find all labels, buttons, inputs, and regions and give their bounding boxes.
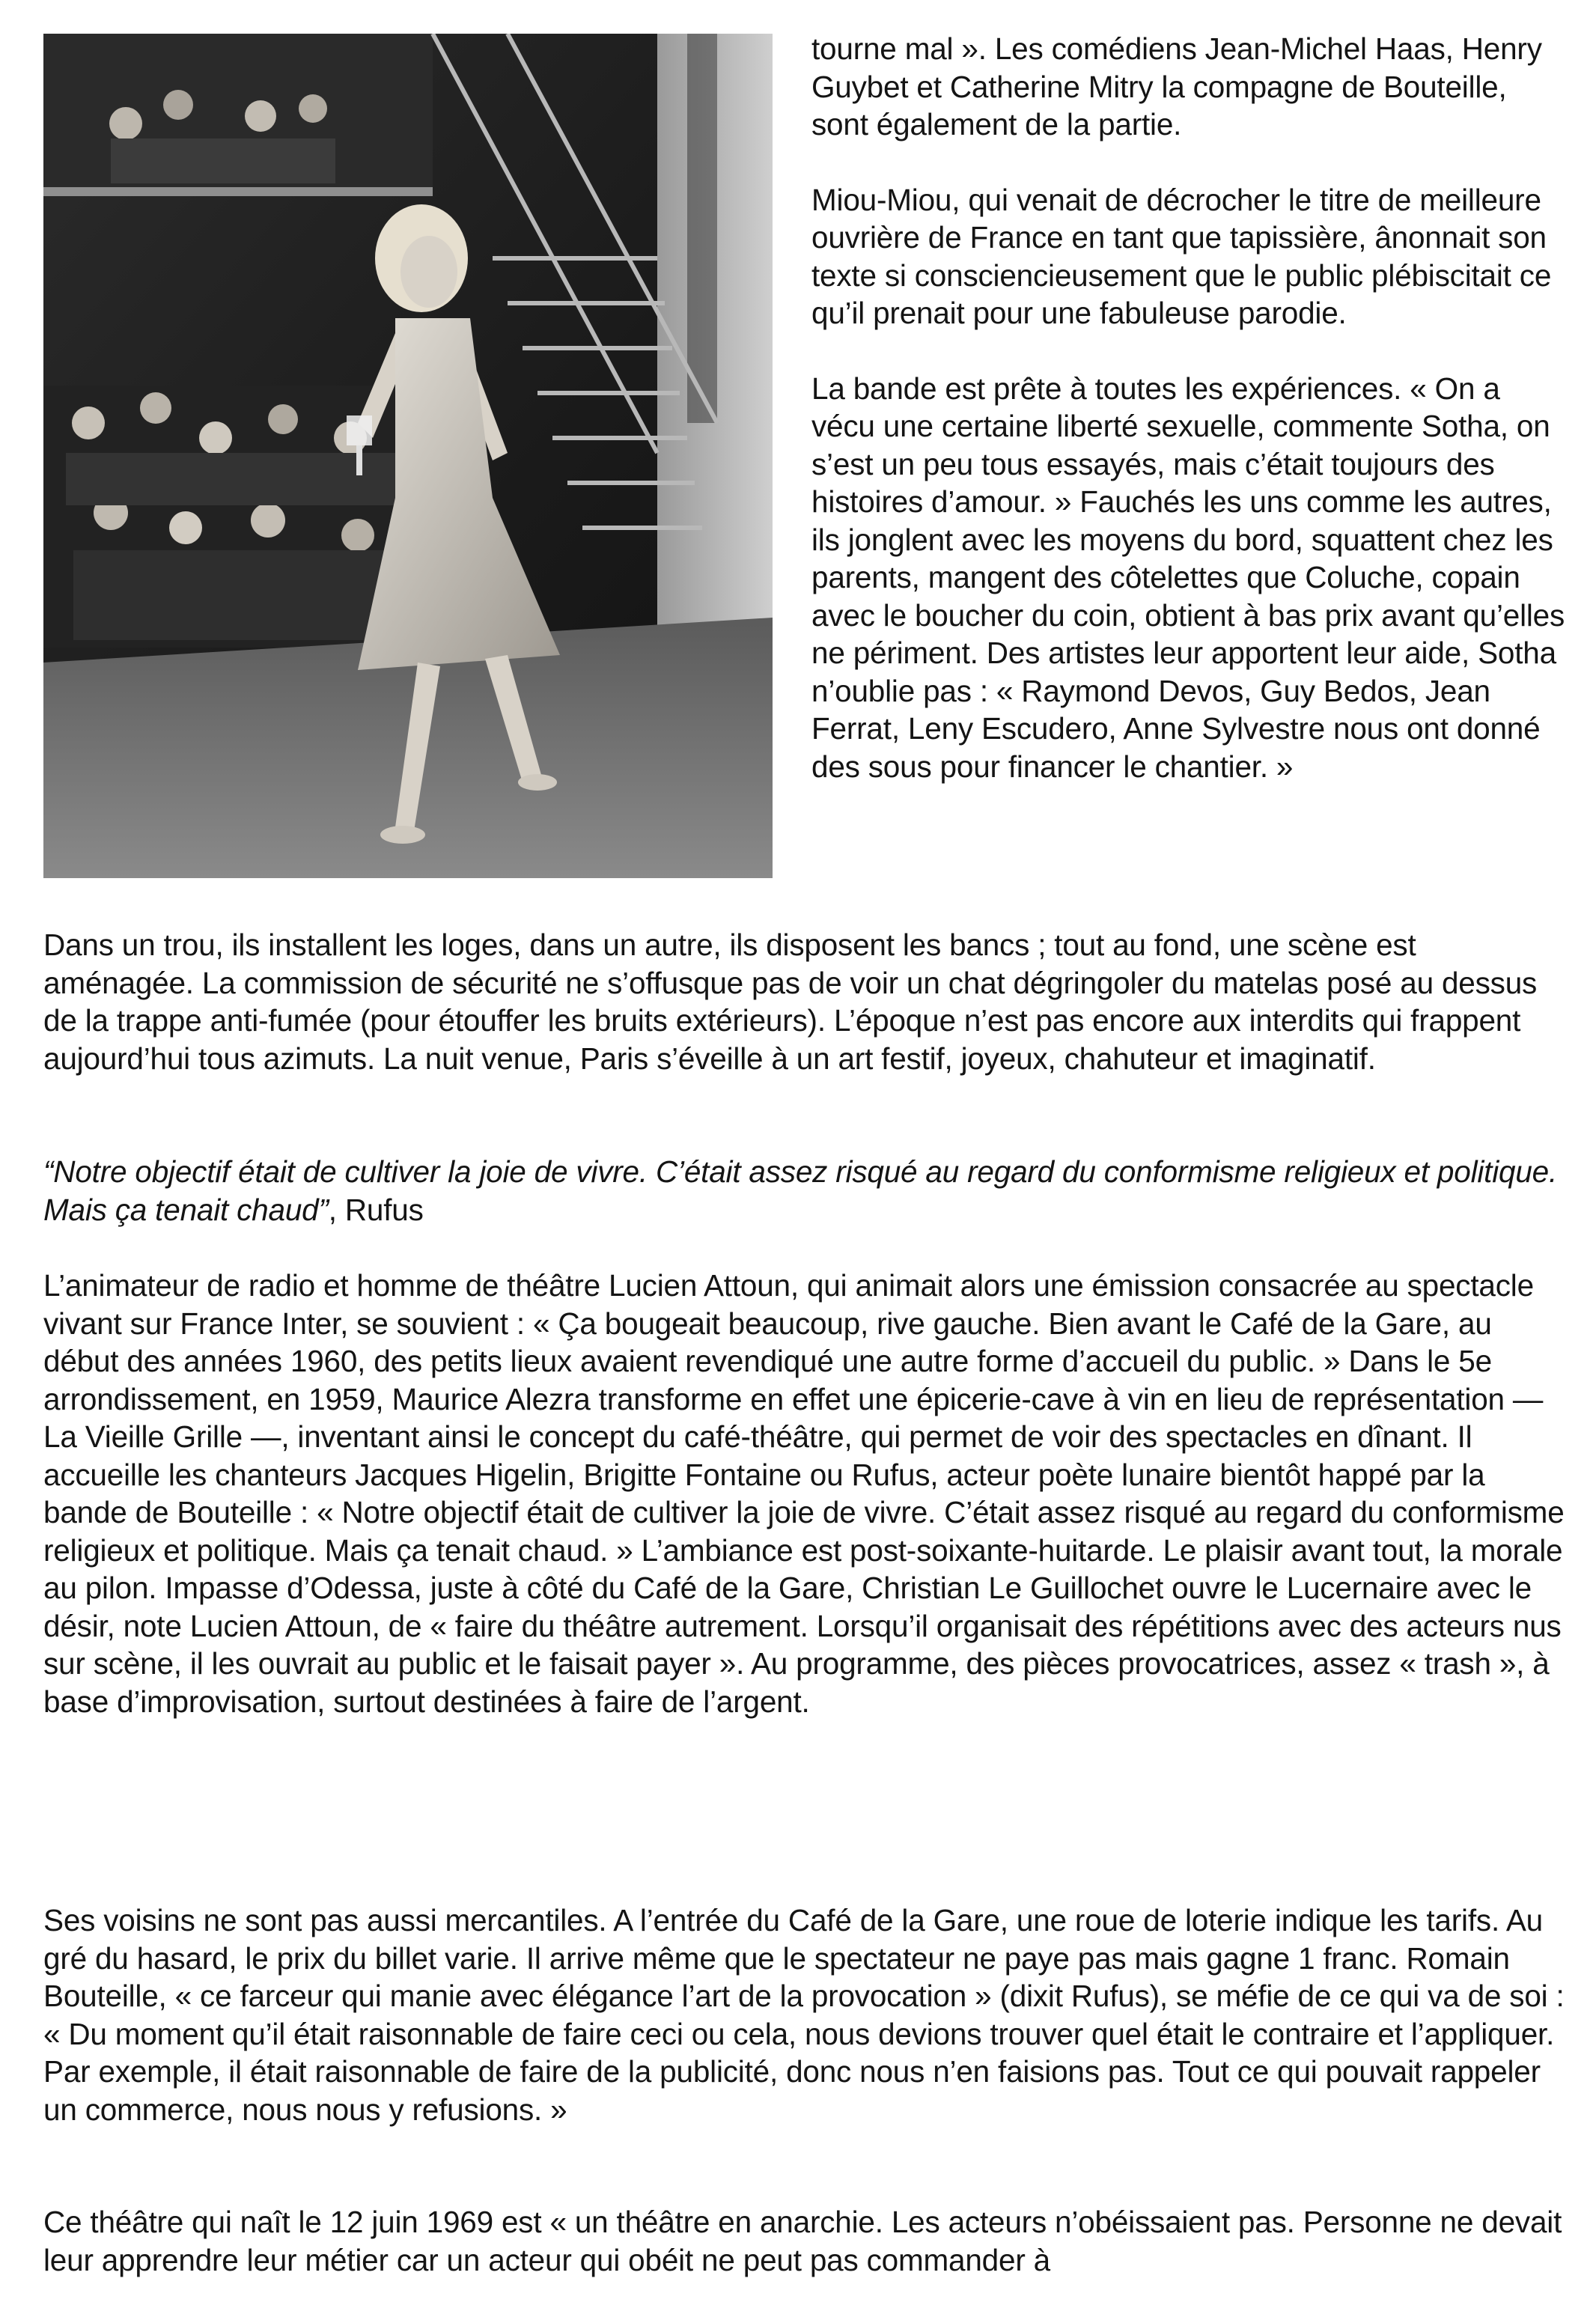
right-column [811,30,1568,823]
paragraph-right-2: Miou-Miou, qui venait de décrocher le titre de meilleure ouvrière de France en tant que tapissière, ânonnait son texte si consciencieusement que le public plébiscitait ce qu’il prenait pour une fabuleuse parodie. [811,182,1552,330]
article-photo [43,34,773,878]
pull-quote-attribution: , Rufus [328,1192,424,1227]
paragraph-right-3: La bande est prête à toutes les expériences. « On a vécu une certaine liberté sexuelle, commente Sotha, on s’est un peu tous essayés, mais c’était toujours des histoires d’amour. » Fauchés les uns comme les autres, ils jonglent avec les moyens du bord, squattent chez les parents, mangent des côtelettes que Coluche, copain avec le boucher du coin, obtient à bas prix avant qu’elles ne périment. Des artistes leur apportent leur aide, Sotha n’oublie pas : « Raymond Devos, Guy Bedos, Jean Ferrat, Leny Escudero, Anne Sylvestre nous ont donné des sous pour financer le chantier. » [811,371,1565,784]
paragraph-right-1: tourne mal ». Les comédiens Jean-Michel Haas, Henry Guybet et Catherine Mitry la compagne de Bouteille, sont également de la partie. [811,31,1542,141]
photo-illustration [43,34,773,878]
paragraph-trou: Dans un trou, ils installent les loges, dans un autre, ils disposent les bancs ; tout au fond, une scène est aménagée. La commission de sécurité ne s’offusque pas de voir un chat dégringoler du matelas posé au dessus de la trappe anti-fumée (pour étouffer les bruits extérieurs). L’époque n’est pas encore aux interdits qui frappent aujourd’hui tous azimuts. La nuit venue, Paris s’éveille à un art festif, joyeux, chahuteur et imaginatif. [43,928,1538,1076]
paragraph-voisins: Ses voisins ne sont pas aussi mercantiles. A l’entrée du Café de la Gare, une roue de loterie indique les tarifs. Au gré du hasard, le prix du billet varie. Il arrive même que le spectateur ne paye pas mais gagne 1 franc. Romain Bouteille, « ce farceur qui manie avec élégance l’art de la provocation » (dixit Rufus), se méfie de ce qui va de soi : « Du moment qu’il était raisonnable de faire ceci ou cela, nous devions trouver quel était le contraire et l’appliquer. Par exemple, il était raisonnable de faire de la publicité, donc nous n’en faisions pas. Tout ce qui pouvait rappeler un commerce, nous nous y refusions. » [43,1903,1565,2127]
paragraph-theatre: Ce théâtre qui naît le 12 juin 1969 est « un théâtre en anarchie. Les acteurs n’obéissaient pas. Personne ne devait leur apprendre leur métier car un acteur qui obéit ne peut pas commander à [43,2205,1562,2277]
paragraph-attoun: L’animateur de radio et homme de théâtre Lucien Attoun, qui animait alors une émission consacrée au spectacle vivant sur France Inter, se souvient : « Ça bougeait beaucoup, rive gauche. Bien avant le Café de la Gare, au début des années 1960, des petits lieux avaient revendiqué une autre forme d’accueil du public. » Dans le 5e arrondissement, en 1959, Maurice Alezra transforme en effet une épicerie-cave à vin en lieu de représentation — La Vieille Grille —, inventant ainsi le concept du café-théâtre, qui permet de voir des spectacles en dînant. Il accueille les chanteurs Jacques Higelin, Brigitte Fontaine ou Rufus, acteur poète lunaire bientôt happé par la bande de Bouteille : « Notre objectif était de cultiver la joie de vivre. C’était assez risqué au regard du conformisme religieux et politique. Mais ça tenait chaud. » L’ambiance est post-soixante-huitarde. Le plaisir avant tout, la morale au pilon. Impasse d’Odessa, juste à côté du Café de la Gare, Christian Le Guillochet ouvre le Lucernaire avec le désir, note Lucien Attoun, de « faire du théâtre autrement. Lorsqu’il organisait des répétitions avec des acteurs nus sur scène, il les ouvrait au public et le faisait payer ». Au programme, des pièces provocatrices, assez « trash », à base d’improvisation, surtout destinées à faire de l’argent. [43,1268,1565,1719]
pull-quote-text: “Notre objectif était de cultiver la joie de vivre. C’était assez risqué au regard du conformisme religieux et politique. Mais ça tenait chaud” [43,1154,1558,1227]
pull-quote [43,1153,1567,1228]
